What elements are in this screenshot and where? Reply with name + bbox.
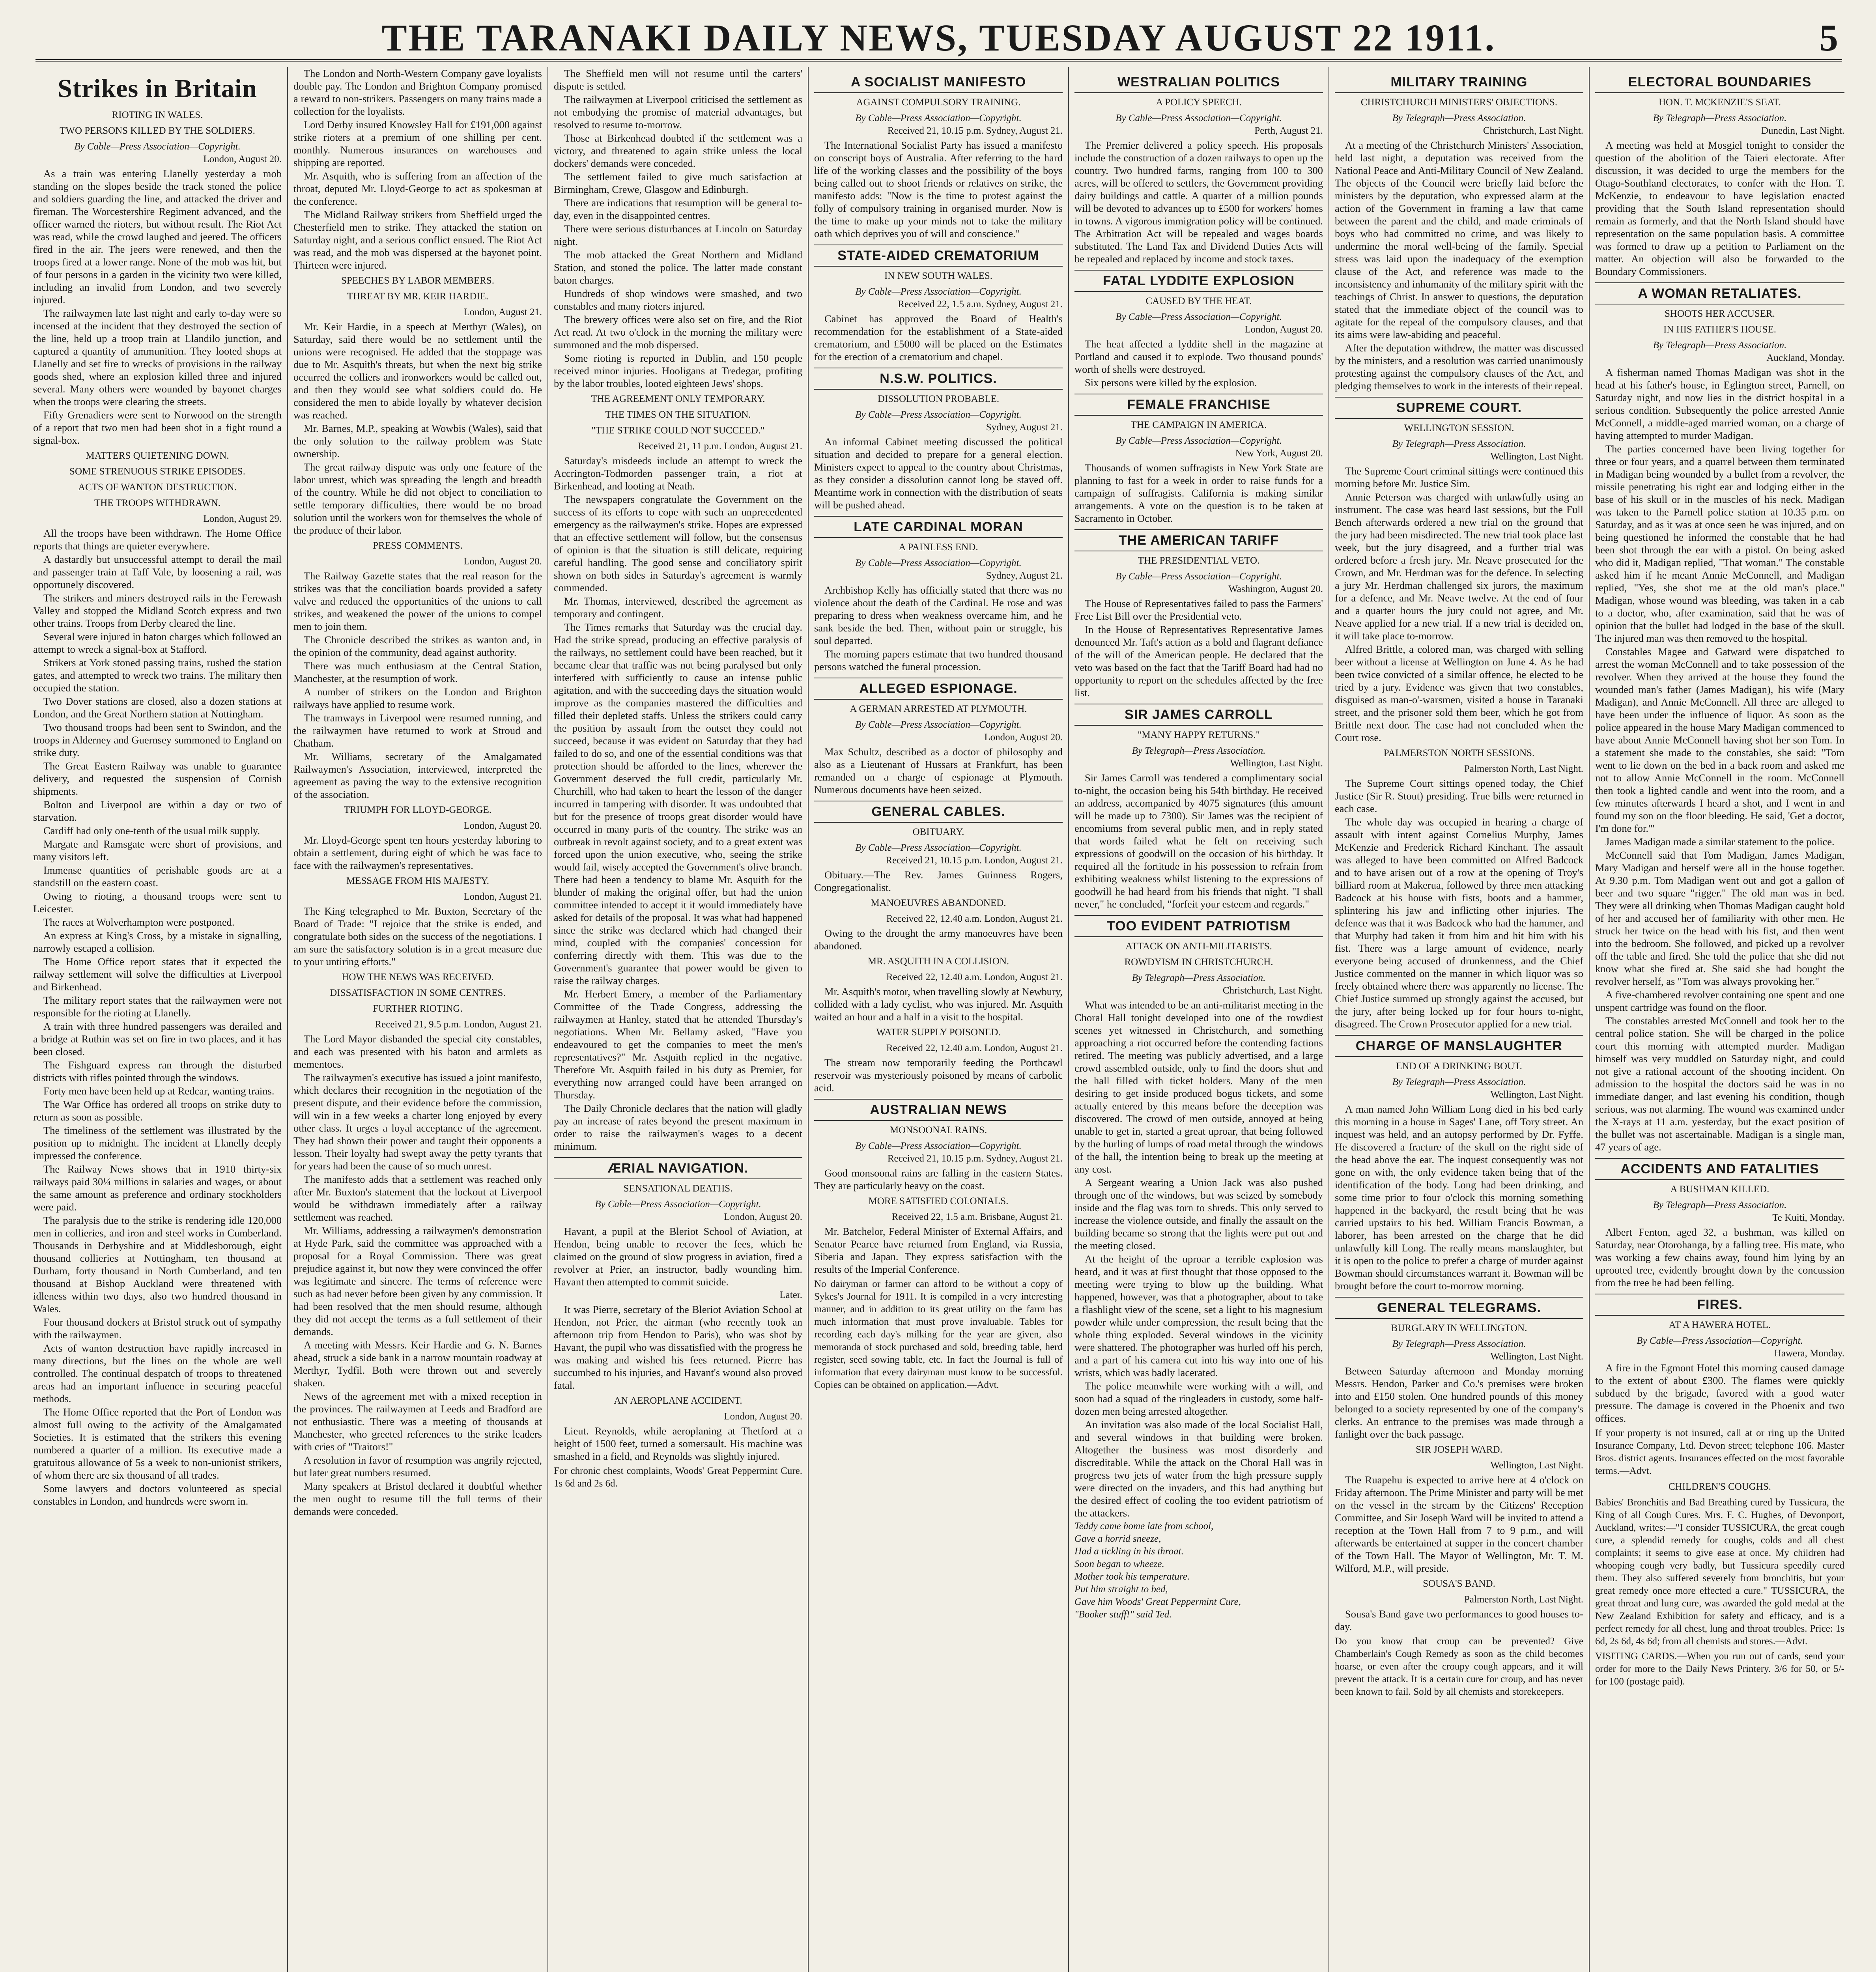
- paragraph: The manifesto adds that a settlement was reached only after Mr. Buxton's statement that the lockout at Liverpool would be withdrawn immediately after a railway settlement was reached.: [293, 1173, 542, 1223]
- paragraph: A five-chambered revolver containing one spent and one unspent cartridge was found on the floor.: [1595, 989, 1844, 1013]
- subheading: FURTHER RIOTING.: [373, 1003, 463, 1014]
- paragraph: Constables Magee and Gatward were dispatched to arrest the woman McConnell and to take possession of the revolver. When they arrived at the house they found the wounded man's father (James Madigan), his wife (Mary Madigan), and Annie McConnell. All three are alleged to have been under the influence of liquor. As soon as the police appeared in the house Mary Madigan commenced to have about Annie McConnell having shot her son Tom. In a statement she made to the constables, she said: "Tom went to lie down on the bed in a back room and asked me not to allow Annie McConnell in the room. McConnell then took a lighted candle and went into the room, and a few minutes afterwards I heard a shot, and I went in and found my son on the floor bleeding. He said, 'Get a doctor, I'm done for.'": [1595, 646, 1844, 834]
- dateline: Christchurch, Last Night.: [1483, 125, 1583, 136]
- article-heading: GENERAL CABLES.: [814, 801, 1063, 823]
- byline: By Telegraph—Press Association.: [1653, 340, 1787, 351]
- column-6: [1329, 67, 1590, 1972]
- paragraph: A fire in the Egmont Hotel this morning caused damage to the extent of about £300. The flames were quickly subdued by the brigade, favored with a good water pressure. The damage is covered in the Phoenix and two offices.: [1595, 1362, 1844, 1424]
- byline: By Telegraph—Press Association.: [1392, 439, 1526, 449]
- paragraph: The Home Office report states that it expected the railway settlement will solve the difficulties at Liverpool and Birkenhead.: [33, 956, 282, 993]
- paragraph: Cabinet has approved the Board of Health's recommendation for the establishment of a State-aided crematorium, and £5000 will be placed on the Estimates for the erection of a crematorium and chapel.: [814, 313, 1063, 362]
- paragraph: The Ruapehu is expected to arrive here at 4 o'clock on Friday afternoon. The Prime Minister and party will be met on the vessel in the stream by the Citizens' Reception Committee, and Sir Joseph Ward will be invited to attend a reception at the Town Hall from 7 to 9 p.m., and will afterwards be entertained at supper in the concert chamber of the Town Hall. The Mayor of Wellington, Mr. T. M. Wilford, M.P., will preside.: [1335, 1474, 1583, 1574]
- article-heading: ACCIDENTS AND FATALITIES: [1595, 1158, 1844, 1180]
- subheading: A POLICY SPEECH.: [1156, 97, 1242, 108]
- dateline: Hawera, Monday.: [1774, 1348, 1844, 1359]
- subheading: RIOTING IN WALES.: [112, 110, 203, 120]
- paragraph: Annie Peterson was charged with unlawfully using an instrument. The case was heard last sessions, but the Full Bench afterwards ordered a new trial on the ground that the jury had been misdirected. The new trial took place last week, but the jury disagreed, and a further trial was ordered before a fresh jury. Mr. Neave prosecuted for the Crown, and Mr. Herdman was for the defence. In selecting a jury Mr. Herdman challenged six jurors, the maximum for a defence, and Mr. Neave twelve. At the end of four and a quarter hours the jury could not agree, and Mr. Neave applied for a new trial. If a new trial is decided on, it will take place to-morrow.: [1335, 491, 1583, 642]
- subheading: A PAINLESS END.: [899, 542, 978, 553]
- byline: By Cable—Press Association—Copyright.: [1116, 113, 1282, 123]
- article-heading: ELECTORAL BOUNDARIES: [1595, 72, 1844, 93]
- paragraph: An express at King's Cross, by a mistake in signalling, narrowly escaped a collision.: [33, 930, 282, 954]
- paragraph: Several were injured in baton charges which followed an attempt to wreck a signal-box at Stafford.: [33, 631, 282, 655]
- paragraph: The tramways in Liverpool were resumed running, and the railwaymen have returned to work at Stroud and Chatham.: [293, 712, 542, 749]
- article-heading: SUPREME COURT.: [1335, 397, 1583, 419]
- byline: By Telegraph—Press Association.: [1392, 1077, 1526, 1087]
- subheading: IN NEW SOUTH WALES.: [884, 271, 993, 281]
- paragraph: Mr. Williams, secretary of the Amalgamated Railwaymen's Association, interviewed, interpreted the agreement as paving the way to the extensive recognition of the association.: [293, 751, 542, 800]
- paragraph: Margate and Ramsgate were short of provisions, and many visitors left.: [33, 838, 282, 863]
- paragraph: The morning papers estimate that two hundred thousand persons watched the funeral procession.: [814, 648, 1063, 672]
- subheading: PRESS COMMENTS.: [373, 540, 463, 551]
- paragraph: The Premier delivered a policy speech. His proposals include the construction of a dozen railways to open up the country. Two hundred farms, ranging from 100 to 300 acres, will be offered to settlers, the Government providing dairy buildings and cattle. A quarter of a million pounds will be devoted to advances up to £500 for workers' homes in towns. A vigorous immigration policy will be continued. The Arbitration Act will be repealed and wages boards substituted. The Land Tax and Dividend Duties Acts will be repealed and replaced by income and stock taxes.: [1074, 139, 1323, 265]
- paragraph: The railwaymen late last night and early to-day were so incensed at the incident that they destroyed the section of the line, held up a troop train at Llandilo junction, and captured a quantity of ammunition. They looted shops at Llanelly and set fire to wrecks of provisions in the railway goods shed, where an explosion killed three and injured several. Many others were wounded by bayonet charges when the troops were clearing the streets.: [33, 307, 282, 407]
- subheading: WATER SUPPLY POISONED.: [876, 1027, 1001, 1038]
- dateline: London, August 20.: [203, 154, 282, 164]
- page-columns: [28, 67, 1850, 1972]
- article-heading: FEMALE FRANCHISE: [1074, 394, 1323, 416]
- dateline: Christchurch, Last Night.: [1222, 985, 1323, 996]
- dateline: Wellington, Last Night.: [1490, 1351, 1583, 1362]
- paragraph: The railwaymen's executive has issued a joint manifesto, which declares their recognition in the negotiation of the present dispute, and their evidence before the commission, will win in a few weeks a charter long enjoyed by every other class. It urges a loyal acceptance of the agreement. They had shown their power and taught their opponents a lesson. Their loyalty had swept away the petty tyrants that for years had been the cause of so much unrest.: [293, 1072, 542, 1172]
- dateline: London, August 21.: [463, 891, 542, 902]
- paragraph: Mr. Williams, addressing a railwaymen's demonstration at Hyde Park, said the committee was approached with a proposal for a Royal Commission. There was great prejudice against it, but now they were convinced the offer was legitimate and sincere. The terms of reference were such as had never before been given by any commission. It had been resolved that the men should resume, although they did not accept the terms as a full settlement of their demands.: [293, 1225, 542, 1337]
- paragraph: A man named John William Long died in his bed early this morning in a house in Sages' Lane, off Tory street. An inquest was held, and an autopsy performed by Dr. Fyffe. He discovered a fracture of the skull on the right side of the head above the ear. The inquest consequently was not gone on with, the only evidence taken being that of the identification of the body. Long had been drinking, and some time prior to four o'clock this morning something happened in the backyard, the result being that he was carried upstairs to his bed. William Francis Bowman, a laborer, has been arrested on the charge that he did unlawfully kill Long. The really means manslaughter, but it is open to the police to prefer a charge of murder against Bowman should circumstances warrant it. Bowman will be brought before the court to-morrow morning.: [1335, 1103, 1583, 1292]
- paragraph: A train with three hundred passengers was derailed and a bridge at Ruthin was set on fire in two places, and it has been closed.: [33, 1020, 282, 1057]
- subheading: THE CAMPAIGN IN AMERICA.: [1130, 420, 1267, 430]
- paragraph: Albert Fenton, aged 32, a bushman, was killed on Saturday, near Otorohanga, by a falling tree. His mate, who was working a few chains away, found him lying by an uprooted tree, evidently brought down by the concussion from the tree he had been felling.: [1595, 1226, 1844, 1289]
- paragraph: The International Socialist Party has issued a manifesto on conscript boys of Australia. After referring to the hard life of the working classes and the possibility of the boys being called out to shoot friends or relatives on strike, the manifesto adds: "Now is the time to protest against the folly of compulsory training in organised murder. Now is the time to make up your minds not to take the military oath which deprives you of will and conscience.": [814, 139, 1063, 239]
- subheading: THE AGREEMENT ONLY TEMPORARY.: [591, 394, 765, 404]
- article-heading: A SOCIALIST MANIFESTO: [814, 72, 1063, 93]
- paragraph: A dastardly but unsuccessful attempt to derail the mail and passenger train at Taff Vale, by loosening a rail, was opportunely discovered.: [33, 553, 282, 590]
- paragraph: It was Pierre, secretary of the Bleriot Aviation School at Hendon, not Prier, the airman (who recently took an afternoon trip from Hendon to Paris), who was shot by Havant, the pupil who was dissatisfied with the progress he was making and wished his fees returned. Pierre has succumbed to his injuries, and Havant's wound also proved fatal.: [554, 1303, 802, 1391]
- byline: By Cable—Press Association—Copyright.: [855, 286, 1022, 297]
- subheading: THE TROOPS WITHDRAWN.: [94, 498, 220, 508]
- paragraph: The Great Eastern Railway was unable to guarantee delivery, and requested the suspension of Cornish shipments.: [33, 760, 282, 797]
- paragraph: Two Dover stations are closed, also a dozen stations at London, and the Great Northern station at Nottingham.: [33, 695, 282, 720]
- subheading: SOME STRENUOUS STRIKE EPISODES.: [69, 466, 245, 477]
- dateline: Wellington, Last Night.: [1490, 1089, 1583, 1100]
- page-number: 5: [1819, 17, 1838, 59]
- subheading: ATTACK ON ANTI-MILITARISTS.: [1125, 941, 1272, 952]
- paragraph: Immense quantities of perishable goods are at a standstill on the eastern coast.: [33, 864, 282, 889]
- verse-line: Put him straight to bed,: [1074, 1584, 1168, 1595]
- byline: By Telegraph—Press Association.: [1653, 1200, 1787, 1210]
- paragraph: The House of Representatives failed to pass the Farmers' Free List Bill over the Presidential veto.: [1074, 598, 1323, 622]
- byline: By Cable—Press Association—Copyright.: [1116, 312, 1282, 322]
- paragraph: Mr. Herbert Emery, a member of the Parliamentary Committee of the Trade Congress, addressing the railwaymen at Hanley, stated that he attended Thursday's negotiations. When Mr. Bellamy asked, "Have you endeavoured to get the companies to meet the men's representatives?" Mr. Asquith replied in the negative. Therefore Mr. Asquith failed in his duty as Premier, for everything now arranged could have been arranged on Thursday.: [554, 988, 802, 1101]
- paragraph: The strikers and miners destroyed rails in the Ferewash Valley and stopped the Midland Scotch express and two other trains. Troops from Derby cleared the line.: [33, 592, 282, 629]
- dateline: Palmerston North, Last Night.: [1464, 1594, 1583, 1605]
- verse-line: Mother took his temperature.: [1074, 1571, 1190, 1582]
- subheading: TWO PERSONS KILLED BY THE SOLDIERS.: [60, 125, 255, 136]
- column-7: [1590, 67, 1850, 1972]
- paragraph: The brewery offices were also set on fire, and the Riot Act read. At two o'clock in the morning the military were summoned and the mob dispersed.: [554, 314, 802, 351]
- byline: By Telegraph—Press Association.: [1132, 973, 1266, 983]
- paragraph: Hundreds of shop windows were smashed, and two constables and many rioters injured.: [554, 288, 802, 312]
- article-heading: N.S.W. POLITICS.: [814, 368, 1063, 390]
- advertisement: For chronic chest complaints, Woods' Great Peppermint Cure. 1s 6d and 2s 6d.: [554, 1466, 802, 1489]
- paragraph: Strikers at York stoned passing trains, rushed the station gates, and attempted to wreck two trains. The military then occupied the station.: [33, 657, 282, 694]
- paragraph: Two thousand troops had been sent to Swindon, and the troops in Alderney and Guernsey summoned to England on strike duty.: [33, 721, 282, 758]
- column-2: [288, 67, 548, 1972]
- subheading: AN AEROPLANE ACCIDENT.: [614, 1395, 742, 1406]
- subheading: "THE STRIKE COULD NOT SUCCEED.": [591, 425, 765, 436]
- paragraph: Mr. Asquith, who is suffering from an affection of the throat, deputed Mr. Lloyd-George to act as spokesman at the conference.: [293, 170, 542, 207]
- dateline: London, August 29.: [203, 514, 282, 524]
- byline: By Cable—Press Association—Copyright.: [1116, 571, 1282, 582]
- paragraph: All the troops have been withdrawn. The Home Office reports that things are quieter everywhere.: [33, 527, 282, 552]
- dateline: Palmerston North, Last Night.: [1464, 764, 1583, 774]
- paragraph: An informal Cabinet meeting discussed the political situation and decided to prepare for a general election. Ministers expect to appeal to the country about Christmas, as they consider a dissolution cannot long be staved off. Meantime work in connection with the distribution of seats will be pushed ahead.: [814, 436, 1063, 511]
- paragraph: Good monsoonal rains are falling in the eastern States. They are particularly heavy on the coast.: [814, 1167, 1063, 1191]
- paragraph: A fisherman named Thomas Madigan was shot in the head at his father's house, in Eglington street, Parnell, on Saturday night, and now lies in the district hospital in a serious condition. Subsequently the police arrested Annie McConnell, a middle-aged married woman, on a charge of having attempted to murder Madigan.: [1595, 366, 1844, 441]
- subheading: MATTERS QUIETENING DOWN.: [86, 450, 229, 461]
- dateline: Dunedin, Last Night.: [1761, 125, 1844, 136]
- subheading: DISSATISFACTION IN SOME CENTRES.: [330, 988, 506, 998]
- paragraph: Mr. Asquith's motor, when travelling slowly at Newbury, collided with a lady cyclist, who was injured. Mr. Asquith waited an hour and a half in a visit to the hospital.: [814, 986, 1063, 1023]
- subheading: SIR JOSEPH WARD.: [1416, 1444, 1502, 1455]
- dateline: London, August 20.: [984, 732, 1063, 743]
- paragraph: At a meeting of the Christchurch Ministers' Association, held last night, a deputation was received from the National Peace and Anti-Military Council of New Zealand. The objects of the Council were briefly laid before the ministers by the deputation, who expressed alarm at the action of the Government in framing a law that came between the parent and the child, and made criminals of boys who had committed no crime, and was likely to undermine the moral well-being of the family. Special stress was laid upon the inadequacy of the exemption clause of the Act, and reference was made to the inconsistency and inhumanity of the military spirit with the teachings of Christ. In answer to questions, the deputation stated that the immediate object of the council was to agitate for the repeal of the compulsory clauses, and that its aims were law-abiding and peaceful.: [1335, 139, 1583, 340]
- dateline: Washington, August 20.: [1228, 584, 1323, 594]
- dateline: Received 21, 10.15 p.m. London, August 21.: [886, 855, 1063, 866]
- paragraph: The timeliness of the settlement was illustrated by the position up to midnight. The incident at Llanelly deeply impressed the conference.: [33, 1124, 282, 1162]
- dateline: Later.: [779, 1290, 802, 1300]
- paragraph: The mob attacked the Great Northern and Midland Station, and stoned the police. The latter made constant baton charges.: [554, 249, 802, 286]
- paragraph: The settlement failed to give much satisfaction at Birmingham, Crewe, Glasgow and Edinburgh.: [554, 171, 802, 195]
- column-3: [548, 67, 809, 1972]
- paragraph: A resolution in favor of resumption was angrily rejected, but later great numbers resumed.: [293, 1454, 542, 1479]
- paragraph: James Madigan made a similar statement to the police.: [1605, 836, 1835, 848]
- paragraph: An invitation was also made of the local Socialist Hall, and several windows in that building were broken. Altogether the business was most disorderly and discreditable. While the attack on the Choral Hall was in progress two jets of water from the high pressure supply were directed on the invaders, and this had anything but the desired effect of cooling the too evident patriotism of the attackers.: [1074, 1419, 1323, 1519]
- subheading: ROWDYISM IN CHRISTCHURCH.: [1124, 957, 1273, 967]
- dateline: London, August 21.: [463, 307, 542, 317]
- paragraph: What was intended to be an anti-militarist meeting in the Choral Hall tonight developed into one of the rowdiest scenes yet witnessed in Christchurch, and something approaching a riot occurred before the contending factions retired. The meeting was publicly advertised, and a large crowd assembled outside, only to find the doors shut and the hall filled with ticket holders. Many of the men desiring to get inside produced bogus tickets, and some actually entered by this means before the deception was discovered. The crowd of men outside, annoyed at being unable to get in, started a great uproar, that being followed by the hurling of lumps of road metal through the windows of the hall, the intention being to break up the meeting at any cost.: [1074, 999, 1323, 1175]
- paragraph: Some lawyers and doctors volunteered as special constables in London, and hundreds were sworn in.: [33, 1483, 282, 1507]
- subheading: BURGLARY IN WELLINGTON.: [1391, 1323, 1527, 1333]
- subheading: SENSATIONAL DEATHS.: [623, 1183, 733, 1194]
- paragraph: The races at Wolverhampton were postponed.: [43, 916, 235, 928]
- subheading: SHOOTS HER ACCUSER.: [1665, 308, 1775, 319]
- subheading: THREAT BY MR. KEIR HARDIE.: [347, 291, 489, 302]
- advertisement: No dairyman or farmer can afford to be without a copy of Sykes's Journal for 1911. It is compiled in a very interesting manner, and in addition to its great utility on the farm has much information that must prove invaluable. Tables for recording each day's milking for the year are given, also memoranda of stock purchased and sold, breeding table, herd register, seed sowing table, etc. In fact the Journal is full of information that every dairyman must know to be successful. Copies can be obtained on application.—Advt.: [814, 1279, 1063, 1390]
- subheading: MR. ASQUITH IN A COLLISION.: [867, 956, 1009, 967]
- advertisement: If your property is not insured, call at or ring up the United Insurance Company, Ltd. Devon street; telephone 106. Master Bros. district agents. Insurances effected on the most favorable terms.—Advt.: [1595, 1428, 1844, 1476]
- paragraph: There was much enthusiasm at the Central Station, Manchester, at the resumption of work.: [293, 660, 542, 684]
- paragraph: The Fishguard express ran through the disturbed districts with rifles pointed through the windows.: [33, 1059, 282, 1083]
- article-heading: FATAL LYDDITE EXPLOSION: [1074, 270, 1323, 292]
- article-heading: WESTRALIAN POLITICS: [1074, 72, 1323, 93]
- paragraph: The Railway News shows that in 1910 thirty-six railways paid 30¼ millions in salaries and wages, or about the same amount as preference and ordinary stockholders were paid.: [33, 1163, 282, 1213]
- article-heading: A WOMAN RETALIATES.: [1595, 282, 1844, 304]
- subheading: A GERMAN ARRESTED AT PLYMOUTH.: [850, 704, 1027, 714]
- paragraph: Cardiff had only one-tenth of the usual milk supply.: [43, 825, 260, 837]
- article-heading: LATE CARDINAL MORAN: [814, 516, 1063, 538]
- dateline: Auckland, Monday.: [1766, 353, 1844, 363]
- article-heading: STATE-AIDED CREMATORIUM: [814, 245, 1063, 267]
- paragraph: Alfred Brittle, a colored man, was charged with selling beer without a license at Wellington on June 4. As he had been twice convicted of a similar offence, he elected to be tried by a jury. Evidence was given that two constables, disguised as man-o'-warsmen, visited a house in Taranaki street, and the prisoner sold them beer, which he got from Brittle next door. The case had not concluded when the Court rose.: [1335, 643, 1583, 743]
- paragraph: Mr. Batchelor, Federal Minister of External Affairs, and Senator Pearce have returned from England, via Russia, Siberia and Japan. They express satisfaction with the results of the Imperial Conference.: [814, 1225, 1063, 1275]
- paragraph: Fifty Grenadiers were sent to Norwood on the strength of a report that two men had been shot in a fight round a signal-box.: [33, 409, 282, 446]
- paragraph: Mr. Barnes, M.P., speaking at Wowbis (Wales), said that the only solution to the railway problem was State ownership.: [293, 422, 542, 459]
- paragraph: Havant, a pupil at the Bleriot School of Aviation, at Hendon, being unable to recover the fees, which he claimed on the ground of slow progress in aviation, fired a revolver at Prier, an instructor, badly wounding him. Havant then attempted to commit suicide.: [554, 1225, 802, 1288]
- subheading: WELLINGTON SESSION.: [1404, 423, 1514, 433]
- subheading: MANOEUVRES ABANDONED.: [871, 898, 1006, 908]
- article-heading: GENERAL TELEGRAMS.: [1335, 1297, 1583, 1319]
- paragraph: Six persons were killed by the explosion.: [1085, 377, 1257, 388]
- article-heading: AUSTRALIAN NEWS: [814, 1099, 1063, 1121]
- paragraph: The paralysis due to the strike is rendering idle 120,000 men in collieries, and iron and steel works in Cumberland. Thousands in Derbyshire and at Middlesborough, eight thousand collieries at Nottingham, ten thousand at Durham, forty thousand in North Cumberland, and ten thousand at Bishop Auckland were threatened with idleness within two days, also two hundred thousand in Wales.: [33, 1214, 282, 1315]
- byline: By Telegraph—Press Association.: [1653, 113, 1787, 123]
- paragraph: The Sheffield men will not resume until the carters' dispute is settled.: [554, 67, 802, 92]
- subheading: AGAINST COMPULSORY TRAINING.: [856, 97, 1021, 108]
- paragraph: The War Office has ordered all troops on strike duty to return as soon as possible.: [33, 1098, 282, 1123]
- subheading: END OF A DRINKING BOUT.: [1396, 1061, 1522, 1072]
- byline: By Cable—Press Association—Copyright.: [74, 141, 241, 152]
- subheading: MORE SATISFIED COLONIALS.: [868, 1196, 1009, 1206]
- paragraph: Acts of wanton destruction have rapidly increased in many directions, but the lines on the whole are well controlled. The continual despatch of troops to threatened areas had an important influence in securing peaceful methods.: [33, 1342, 282, 1404]
- paragraph: Mr. Keir Hardie, in a speech at Merthyr (Wales), on Saturday, said there would be no settlement until the unions were recognised. He added that the stoppage was due to Mr. Asquith's threats, but when the next big strike occurred the colliers and ironworkers would be called out, and then they would see what soldiers could do. He considered the men to abide loyally by whatever decision was reached.: [293, 321, 542, 421]
- paragraph: The military report states that the railwaymen were not responsible for the rioting at Llanelly.: [33, 994, 282, 1019]
- byline: By Cable—Press Association—Copyright.: [855, 558, 1022, 568]
- dateline: Received 22, 1.5 a.m. Sydney, August 21.: [898, 299, 1063, 310]
- dateline: London, August 20.: [724, 1411, 802, 1422]
- paragraph: Thousands of women suffragists in New York State are planning to fast for a week in order to raise funds for a campaign of suffragists. California is making similar arrangements. A vote on the question is to be taken at Sacramento in October.: [1074, 462, 1323, 524]
- subheading: OBITUARY.: [912, 827, 964, 837]
- dateline: London, August 20.: [724, 1212, 802, 1222]
- byline: By Telegraph—Press Association.: [1132, 745, 1266, 756]
- paragraph: In the House of Representatives Representative James denounced Mr. Taft's action as a bold and flagrant defiance of the will of the American people. He declared that the veto was based on the fact that the Tariff Board had had no opportunity to report on the schedules affected by the free list.: [1074, 624, 1323, 698]
- byline: By Cable—Press Association—Copyright.: [1637, 1335, 1803, 1346]
- paragraph: Owing to rioting, a thousand troops were sent to Leicester.: [33, 890, 282, 915]
- subheading: HON. T. MCKENZIE'S SEAT.: [1658, 97, 1781, 108]
- subheading: THE PRESIDENTIAL VETO.: [1138, 555, 1260, 566]
- paragraph: The great railway dispute was only one feature of the labor unrest, which was spreading the length and breadth of the country. While he did not object to conciliation to settle temporary difficulties, there would be no broad solution until the workers won for themselves the whole of the produce of their labor.: [293, 461, 542, 536]
- verse-line: Soon began to wheeze.: [1074, 1559, 1164, 1569]
- paragraph: At the height of the uproar a terrible explosion was heard, and it was at first thought that those opposed to the meeting were trying to blow up the building. What happened, however, was that a photographer, about to take a flashlight view of the scene, set a light to his magnesium powder while under compression, the result being that the whole thing exploded. Several windows in the vicinity were shattered. The photographer was hurled off his perch, and a part of his camera cut into his way into one of his wrists, which was badly lacerated.: [1074, 1253, 1323, 1378]
- byline: By Cable—Press Association—Copyright.: [855, 409, 1022, 420]
- subheading: SPEECHES BY LABOR MEMBERS.: [341, 275, 495, 286]
- paragraph: Archbishop Kelly has officially stated that there was no violence about the death of the Cardinal. He rose and was preparing to dress when weakness overcame him, and he sank beside the bed. Then, without pain or struggle, his soul departed.: [814, 584, 1063, 646]
- subheading: IN HIS FATHER'S HOUSE.: [1663, 324, 1776, 335]
- article-heading: SIR JAMES CARROLL: [1074, 704, 1323, 726]
- paragraph: Sousa's Band gave two performances to good houses to-day.: [1335, 1608, 1583, 1632]
- dateline: London, August 20.: [463, 820, 542, 831]
- dateline: Te Kuiti, Monday.: [1772, 1212, 1844, 1223]
- paragraph: After the deputation withdrew, the matter was discussed by the ministers, and a resolution was carried unanimously protesting against the compulsory clauses of the Act, and pledging themselves to work in the interests of their repeal.: [1335, 342, 1583, 392]
- paragraph: News of the agreement met with a mixed reception in the provinces. The railwaymen at Leeds and Bradford are not enthusiastic. There was a meeting of thousands at Manchester, who greeted references to the strike leaders with cries of "Traitors!": [293, 1390, 542, 1453]
- byline: By Telegraph—Press Association.: [1392, 113, 1526, 123]
- subheading: AT A HAWERA HOTEL.: [1669, 1320, 1771, 1330]
- verse-line: Teddy came home late from school,: [1074, 1521, 1214, 1531]
- advertisement: Do you know that croup can be prevented? Give Chamberlain's Cough Remedy as soon as the child becomes hoarse, or even after the croupy cough appears, and it will prevent the attack. It is a certain cure for croup, and has never been known to fail. Sold by all chemists and storekeepers.: [1335, 1636, 1583, 1697]
- paragraph: A meeting with Messrs. Keir Hardie and G. N. Barnes ahead, struck a side bank in a narrow mountain roadway at Merthyr, Tydfil. Both were thrown out and severely shaken.: [293, 1339, 542, 1389]
- article-heading: Strikes in Britain: [58, 74, 257, 103]
- paragraph: Many speakers at Bristol declared it doubtful whether the men ought to resume till the full terms of their demands were conceded.: [293, 1480, 542, 1517]
- subheading: ACTS OF WANTON DESTRUCTION.: [78, 482, 237, 493]
- paragraph: The heat affected a lyddite shell in the magazine at Portland and caused it to explode. Two thousand pounds' worth of shells were destroyed.: [1074, 338, 1323, 375]
- byline: By Cable—Press Association—Copyright.: [855, 113, 1022, 123]
- paragraph: The Daily Chronicle declares that the nation will gladly pay an increase of rates beyond the present maximum in order to raise the railwaymen's wages to a decent minimum.: [554, 1102, 802, 1152]
- paragraph: The stream now temporarily feeding the Porthcawl reservoir was mysteriously poisoned by means of carbolic acid.: [814, 1057, 1063, 1094]
- dateline: New York, August 20.: [1235, 448, 1323, 459]
- subheading: CAUSED BY THE HEAT.: [1145, 296, 1252, 306]
- paragraph: Forty men have been held up at Redcar, wanting trains.: [43, 1085, 275, 1097]
- paragraph: Lord Derby insured Knowsley Hall for £191,000 against strike rioters at a premium of one shilling per cent. monthly. Numerous insurances on warehouses and shipping are reported.: [293, 119, 542, 168]
- byline: By Cable—Press Association—Copyright.: [855, 719, 1022, 730]
- verse-line: Had a tickling in his throat.: [1074, 1546, 1184, 1557]
- dateline: Perth, August 21.: [1254, 125, 1323, 136]
- paragraph: Max Schultz, described as a doctor of philosophy and also as a Lieutenant of Hussars at Frankfurt, has been remanded on a charge of espionage at Plymouth. Numerous documents have been seized.: [814, 746, 1063, 796]
- paragraph: Four thousand dockers at Bristol struck out of sympathy with the railwaymen.: [33, 1316, 282, 1341]
- dateline: Wellington, Last Night.: [1490, 451, 1583, 462]
- article-heading: MILITARY TRAINING: [1335, 72, 1583, 93]
- dateline: Wellington, Last Night.: [1490, 1460, 1583, 1471]
- dateline: Wellington, Last Night.: [1230, 758, 1323, 769]
- column-5: [1069, 67, 1329, 1972]
- subheading: DISSOLUTION PROBABLE.: [877, 394, 1000, 404]
- paragraph: The Railway Gazette states that the real reason for the strikes was that the conciliation boards provided a safety valve and reduced the opportunities of the unions to call strikes, and weakened the power of the unions to compel men to join them.: [293, 570, 542, 632]
- paragraph: The whole day was occupied in hearing a charge of assault with intent against Cornelius Murphy, James McKenzie and Frederick Richard Kinchant. The assault was alleged to have been committed on Alfred Badcock and to have arisen out of a row at the opening of Troy's billiard room at Makerua, followed by three men attacking Badcock at his house with fists, boots and a hammer, splintering his jaw and inflicting other injuries. The defence was that it was Badcock who had the hammer, and that Murphy had taken it from him and hit him with his fist. There was a large amount of evidence, nearly everyone being accused of drunkenness, and the Chief Justice commented on the manner in which liquor was so freely obtained where there was apparently no license. The Chief Justice summed up strongly against the accused, but the jury, after being locked up for four hours to-night, disagreed. The Crown Prosecutor applied for a new trial.: [1335, 816, 1583, 1030]
- newspaper-title: THE TARANAKI DAILY NEWS, TUESDAY AUGUST 22 1911.: [381, 17, 1496, 59]
- dateline: Received 21, 11 p.m. London, August 21.: [638, 441, 802, 452]
- subheading: CHRISTCHURCH MINISTERS' OBJECTIONS.: [1360, 97, 1558, 108]
- advertisement: Babies' Bronchitis and Bad Breathing cured by Tussicura, the King of all Cough Cures. Mrs. F. C. Hughes, of Devonport, Auckland, writes:—"I consider TUSSICURA, the great cough cure, a splendid remedy for coughs, colds and all chest complaints; it seems to give ease at once. My children had whooping cough very badly, but Tussicura speedily cured them. They also suffered severely from bronchitis, but your great remedy once more effected a cure." TUSSICURA, the great throat and lung cure, was awarded the gold medal at the New Zealand Exhibition for safety and efficacy, and is a perfect remedy for all chest, lung and throat troubles. Price: 1s 6d, 2s 6d, 4s 6d; from all chemists and stores.—Advt.: [1595, 1497, 1844, 1647]
- verse-line: Gave a horrid sneeze,: [1074, 1533, 1161, 1544]
- paragraph: Mr. Thomas, interviewed, described the agreement as temporary and contingent.: [554, 595, 802, 620]
- column-4: [809, 67, 1069, 1972]
- dateline: Received 21, 10.15 p.m. Sydney, August 21.: [887, 1153, 1063, 1164]
- column-1: [28, 67, 288, 1972]
- paragraph: A Sergeant wearing a Union Jack was also pushed through one of the windows, but was seized by somebody inside and the flag was torn to shreds. This only served to increase the violence outside, and finally the assault on the building became so strong that the lights were put out and the meeting closed.: [1074, 1176, 1323, 1251]
- paragraph: The Midland Railway strikers from Sheffield urged the Chesterfield men to strike. They attacked the station on Saturday night, and a serious conflict ensued. The Riot Act was read, and the mob was dispersed at the bayonet point. Thirteen were injured.: [293, 209, 542, 271]
- paragraph: Those at Birkenhead doubted if the settlement was a victory, and threatened to again strike unless the local dockers' demands were conceded.: [554, 132, 802, 169]
- paragraph: McConnell said that Tom Madigan, James Madigan, Mary Madigan and herself were all in the house together. At 9.30 p.m. Tom Madigan went out and got a gallon of beer and two square "rigger." The old man was in bed. They were all drinking when Thomas Madigan caught hold of her and accused her of familiarity with other men. He struck her twice on the head with his fist, and then went into the bedroom. She followed, and picked up a revolver off the table and fired. She told the police that she did not know what she fired at. She said she had bought the revolver herself, as "Tom was always provoking her.": [1595, 849, 1844, 987]
- dateline: Received 22, 1.5 a.m. Brisbane, August 21.: [891, 1212, 1063, 1222]
- paragraph: Sir James Carroll was tendered a complimentary social to-night, the occasion being his 54th birthday. He received an address, accompanied by 4075 signatures (this amount will be made up to 7300). Sir James was the recipient of encomiums from several public men, and in reply stated that words failed what he felt on receiving such expressions of goodwill on the occasion of his birthday. It required all the fortitude in his possession to refrain from exhibiting weakness whilst listening to the expressions of goodwill he had heard from his friends that night. "I shall never," he concluded, "forfeit your esteem and regards.": [1074, 772, 1323, 910]
- byline: By Cable—Press Association—Copyright.: [1116, 435, 1282, 446]
- advertisement: VISITING CARDS.—When you run out of cards, send your order for more to the Daily News Printery. 3/6 for 50, or 5/- for 100 (postage paid).: [1595, 1651, 1844, 1687]
- paragraph: The parties concerned have been living together for three or four years, and a quarrel between them terminated in Madigan being wounded by a bullet from a revolver, the missile penetrating his right ear and lodging either in the base of his skull or in the muscles of his neck. Madigan was taken to the Parnell police station at 10.35 p.m. on Saturday, and as it was at once seen he was injured, and on being questioned he informed the constable that he had been shot through the ear with a pistol. On being asked who did it, Madigan replied, "That woman." The constable asked him if he meant Annie McConnell, and Madigan replied, "Yes, she shot me at the old man's place." Madigan, whose wound was bleeding, was taken in a cab to a doctor, who, after examination, said that he was of opinion that the bullet had lodged in the base of the skull. The injured man was then removed to the hospital.: [1595, 443, 1844, 644]
- paragraph: The constables arrested McConnell and took her to the central police station. She will be charged in the police court this morning with attempted murder. Madigan himself was very muddled on Saturday night, and could not give a rational account of the shooting incident. On admission to the hospital the doctors said he was in no immediate danger, and last evening his condition, though serious, was not alarming. The wound was examined under the X-rays at 11 a.m. yesterday, but the exact position of the bullet was not ascertainable. Madigan is a single man, 47 years of age.: [1595, 1015, 1844, 1153]
- byline: By Cable—Press Association—Copyright.: [595, 1199, 761, 1210]
- dateline: Received 22, 12.40 a.m. London, August 21.: [886, 972, 1063, 982]
- subheading: "MANY HAPPY RETURNS.": [1138, 730, 1260, 740]
- dateline: Received 21, 9.5 p.m. London, August 21.: [375, 1019, 542, 1030]
- paragraph: A number of strikers on the London and Brighton railways have applied to resume work.: [293, 686, 542, 710]
- paragraph: The police meanwhile were working with a will, and soon had a squad of the ringleaders in custody, some half-dozen men being arrested altogether.: [1074, 1380, 1323, 1417]
- dateline: Received 22, 12.40 a.m. London, August 21.: [886, 1043, 1063, 1053]
- masthead: [36, 16, 1842, 62]
- paragraph: The newspapers congratulate the Government on the success of its efforts to cope with such an unprecedented emergency as the railwaymen's strike. Hopes are expressed that an effective settlement will follow, but the consensus of opinion is that the situation is still delicate, requiring careful handling. The good sense and conciliatory spirit shown on both sides in Saturday's agreement is warmly commended.: [554, 493, 802, 594]
- verse-line: Gave him Woods' Great Peppermint Cure,: [1074, 1597, 1241, 1607]
- paragraph: The Home Office reported that the Port of London was almost full owing to the activity of the Amalgamated Societies. It is estimated that the strikers this evening numbered a quarter of a million. Its executive made a gratuitous allowance of 5s a week to non-unionist strikers, of whom there are six thousand of all trades.: [33, 1406, 282, 1481]
- subheading: THE TIMES ON THE SITUATION.: [605, 409, 751, 420]
- paragraph: A meeting was held at Mosgiel tonight to consider the question of the abolition of the Taieri electorate. After discussion, it was decided to urge the members for the Otago-Southland electorates, to confer with the Hon. T. McKenzie, to endeavour to have legislation enacted providing that the South Island representation should remain as formerly, and that the North Island should have representation on the same population basis. A committee was formed to draw up a petition to Parliament on the matter. An objection will also be forwarded to the Boundary Commissioners.: [1595, 139, 1844, 277]
- paragraph: The London and North-Western Company gave loyalists double pay. The London and Brighton Company promised a reward to non-strikers. Passengers on many trains made a collection for the loyalists.: [293, 67, 542, 117]
- paragraph: As a train was entering Llanelly yesterday a mob standing on the slopes beside the track stoned the police and soldiers guarding the line, and attacked the driver and fireman. The Worcestershire Regiment advanced, and the officer warned the rioters, but without result. The Riot Act was read, while the crowd laughed and jeered. The officers fired in the air. The jeers were renewed, and then the troops fired at a lower range. None of the mob was hit, but of four persons in a garden in the vicinity two were killed, including an invalid from London, and two severely injured.: [33, 168, 282, 306]
- byline: By Telegraph—Press Association.: [1392, 1339, 1526, 1349]
- subheading: PALMERSTON NORTH SESSIONS.: [1383, 748, 1535, 758]
- paragraph: Lieut. Reynolds, while aeroplaning at Thetford at a height of 1500 feet, turned a somersault. His machine was smashed in a field, and Reynolds was slightly injured.: [554, 1425, 802, 1462]
- article-heading: FIRES.: [1595, 1294, 1844, 1316]
- paragraph: There are indications that resumption will be general to-day, even in the disappointed centres.: [554, 197, 802, 221]
- byline: By Cable—Press Association—Copyright.: [855, 842, 1022, 853]
- subheading: HOW THE NEWS WAS RECEIVED.: [342, 972, 494, 982]
- paragraph: There were serious disturbances at Lincoln on Saturday night.: [554, 223, 802, 247]
- dateline: Received 22, 12.40 a.m. London, August 21.: [886, 913, 1063, 924]
- paragraph: Between Saturday afternoon and Monday morning Messrs. Hendon, Parker and Co.'s premises were broken into and £150 stolen. One hundred pounds of this money belonged to a society represented by one of the company's clerks. An entrance to the premises was made through a fanlight over the back passage.: [1335, 1365, 1583, 1440]
- subheading: SOUSA'S BAND.: [1423, 1578, 1495, 1589]
- paragraph: The railwaymen at Liverpool criticised the settlement as not embodying the promise of material advantages, but resolved to resume to-morrow.: [554, 93, 802, 131]
- paragraph: Owing to the drought the army manoeuvres have been abandoned.: [814, 927, 1063, 952]
- dateline: London, August 20.: [1244, 324, 1323, 335]
- dateline: Received 21, 10.15 p.m. Sydney, August 21.: [887, 125, 1063, 136]
- paragraph: Saturday's misdeeds include an attempt to wreck the Accrington-Todmorden passenger train, a riot at Birkenhead, and looting at Neath.: [554, 455, 802, 492]
- paragraph: The Supreme Court criminal sittings were continued this morning before Mr. Justice Sim.: [1335, 465, 1583, 489]
- paragraph: Obituary.—The Rev. James Guinness Rogers, Congregationalist.: [814, 869, 1063, 893]
- article-heading: TOO EVIDENT PATRIOTISM: [1074, 915, 1323, 937]
- article-heading: ALLEGED ESPIONAGE.: [814, 678, 1063, 700]
- article-heading: THE AMERICAN TARIFF: [1074, 529, 1323, 551]
- paragraph: The Times remarks that Saturday was the crucial day. Had the strike spread, producing an effective paralysis of the railways, no settlement could have been reached, but it became clear that traffic was not being paralysed but only interfered with sufficiently to cause an intense public agitation, and with the succeeding days the situation would improve as the companies mastered the difficulties and filled their depleted staffs. Unless the strikers could carry the position by assault from the outset they could not succeed, because it was evident on Saturday that they had failed to do so, and one of the essential conditions was that protection should be afforded to the lines, wherever the Government deserved the full credit, particularly Mr. Churchill, who had taken to heart the lesson of the danger incurred in tampering with disorder. It was undoubted that but for the presence of troops great disorder would have occurred in many parts of the country. The strike was an outbreak in revolt against society, and to a great extent was forced upon the union executive, who, seeing the strike would fail, wisely accepted the Government's olive branch. There had been a tendency to blame Mr. Asquith for the blunder of making the original offer, but had the union committee intended to accept it it would immediately have asked for details of the proposal. It was what had happened since the strike was declared which had changed their mind, coupled with the companies' concession for conferring directly with them. This was due to the Government's guarantee that power would be given to raise the railway charges.: [554, 621, 802, 986]
- byline: By Cable—Press Association—Copyright.: [855, 1141, 1022, 1151]
- paragraph: Bolton and Liverpool are within a day or two of starvation.: [33, 799, 282, 823]
- dateline: Sydney, August 21.: [986, 422, 1063, 433]
- article-heading: ÆRIAL NAVIGATION.: [554, 1157, 802, 1179]
- subheading: MESSAGE FROM HIS MAJESTY.: [346, 876, 490, 886]
- paragraph: The Supreme Court sittings opened today, the Chief Justice (Sir R. Stout) presiding. True bills were returned in each case.: [1335, 777, 1583, 814]
- paragraph: Mr. Lloyd-George spent ten hours yesterday laboring to obtain a settlement, during eight of which he was face to face with the railwaymen's representatives.: [293, 834, 542, 871]
- paragraph: The Chronicle described the strikes as wanton and, in the opinion of the community, dead against authority.: [293, 634, 542, 658]
- paragraph: The Lord Mayor disbanded the special city constables, and each was presented with his baton and armlets as mementoes.: [293, 1033, 542, 1070]
- subheading: A BUSHMAN KILLED.: [1670, 1184, 1769, 1195]
- article-heading: CHARGE OF MANSLAUGHTER: [1335, 1035, 1583, 1057]
- paragraph: The King telegraphed to Mr. Buxton, Secretary of the Board of Trade: "I rejoice that the strike is ended, and congratulate both sides on the success of the negotiations. I am sure the satisfactory solution is in a great measure due to your untiring efforts.": [293, 905, 542, 967]
- paragraph: Some rioting is reported in Dublin, and 150 people received minor injuries. Hooligans at Tredegar, profiting by the labor troubles, looted eighteen Jews' shops.: [554, 352, 802, 389]
- subheading: TRIUMPH FOR LLOYD-GEORGE.: [344, 805, 492, 815]
- subheading: CHILDREN'S COUGHS.: [1668, 1481, 1771, 1492]
- verse-line: "Booker stuff!" said Ted.: [1074, 1609, 1172, 1620]
- dateline: Sydney, August 21.: [986, 570, 1063, 581]
- dateline: London, August 20.: [463, 556, 542, 567]
- subheading: MONSOONAL RAINS.: [889, 1125, 987, 1135]
